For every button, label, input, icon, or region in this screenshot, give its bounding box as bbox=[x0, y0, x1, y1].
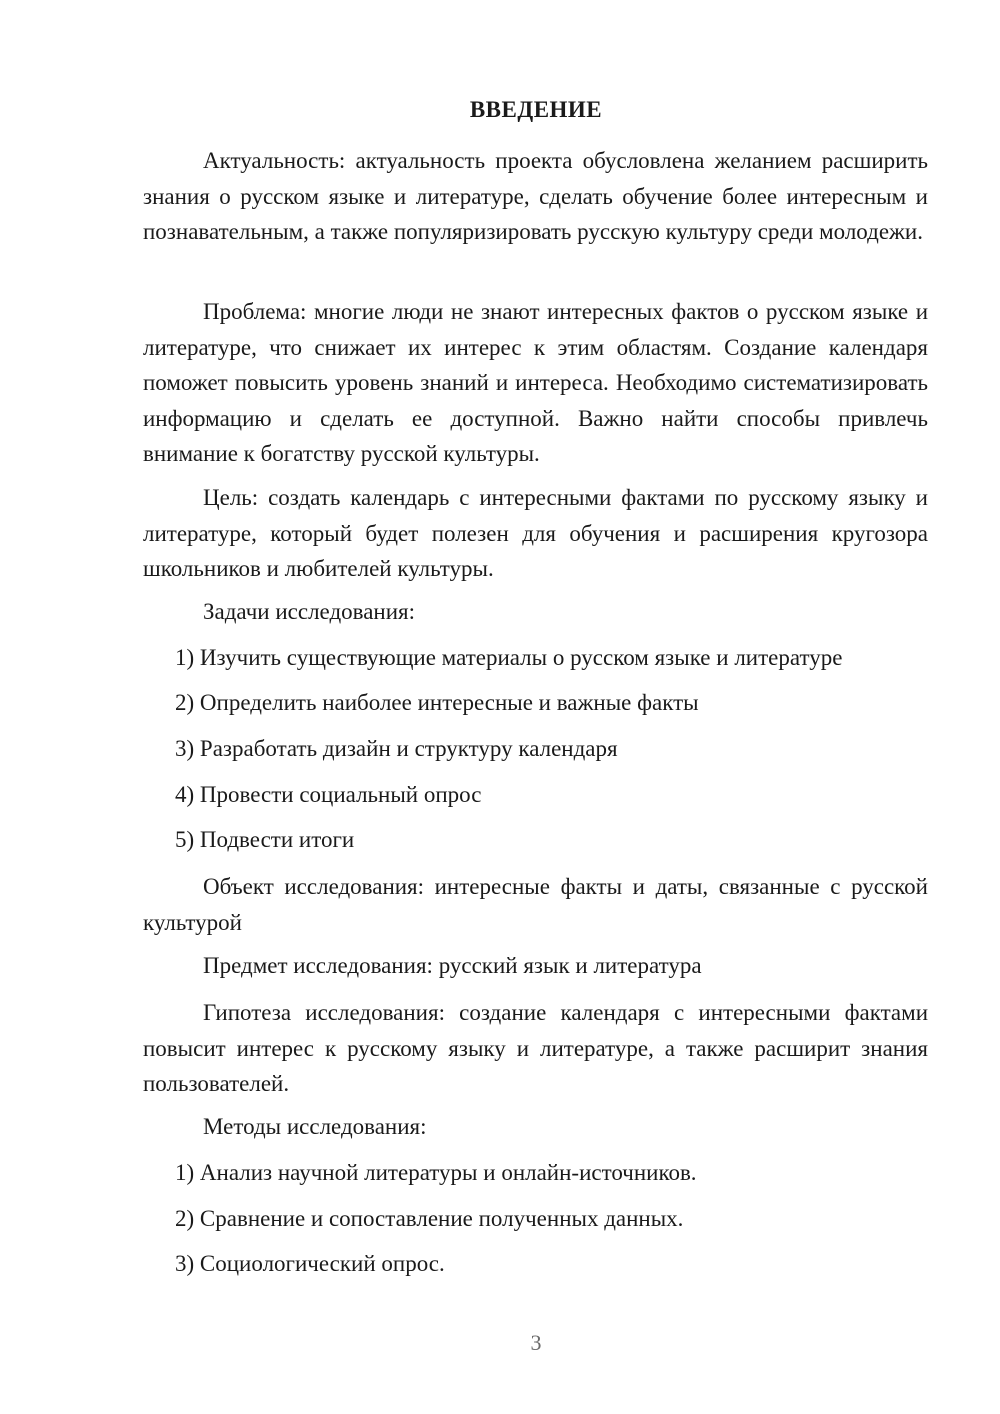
object-paragraph: Объект исследования: интересные факты и даты, связанные с русской культурой bbox=[143, 874, 928, 935]
task-item: 3) Разработать дизайн и структуру календаря bbox=[175, 736, 618, 761]
task-item: 1) Изучить существующие материалы о русском языке и литературе bbox=[175, 645, 843, 670]
goal-paragraph: Цель: создать календарь с интересными фактами по русскому языку и литературе, который будет полезен для обучения и расширения кругозора школьников и любителей культуры. bbox=[143, 485, 928, 581]
task-item: 2) Определить наиболее интересные и важные факты bbox=[175, 690, 699, 715]
problem-paragraph: Проблема: многие люди не знают интересных фактов о русском языке и литературе, что снижает их интерес к этим областям. Создание календаря поможет повысить уровень знаний и интереса. Необходимо систематизировать информацию и сделать ее доступной. Важно найти способы привлечь внимание к богатству русской культуры. bbox=[143, 299, 928, 466]
page-title: ВВЕДЕНИЕ bbox=[469, 97, 603, 122]
method-item: 2) Сравнение и сопоставление полученных данных. bbox=[175, 1206, 684, 1231]
task-item: 5) Подвести итоги bbox=[175, 827, 355, 852]
hypothesis-paragraph: Гипотеза исследования: создание календаря с интересными фактами повысит интерес к русскому языку и литературе, а также расширит знания пользователей. bbox=[143, 1000, 928, 1096]
subject-line: Предмет исследования: русский язык и литература bbox=[203, 953, 702, 978]
relevance-paragraph: Актуальность: актуальность проекта обусловлена желанием расширить знания о русском языке и литературе, сделать обучение более интересным и познавательным, а также популяризировать русскую культуру среди молодежи. bbox=[143, 148, 928, 244]
method-item: 3) Социологический опрос. bbox=[175, 1251, 445, 1276]
method-item: 1) Анализ научной литературы и онлайн-источников. bbox=[175, 1160, 697, 1185]
task-item: 4) Провести социальный опрос bbox=[175, 782, 482, 807]
tasks-heading: Задачи исследования: bbox=[203, 599, 416, 624]
page-number: 3 bbox=[530, 1330, 542, 1355]
methods-heading: Методы исследования: bbox=[203, 1114, 427, 1139]
